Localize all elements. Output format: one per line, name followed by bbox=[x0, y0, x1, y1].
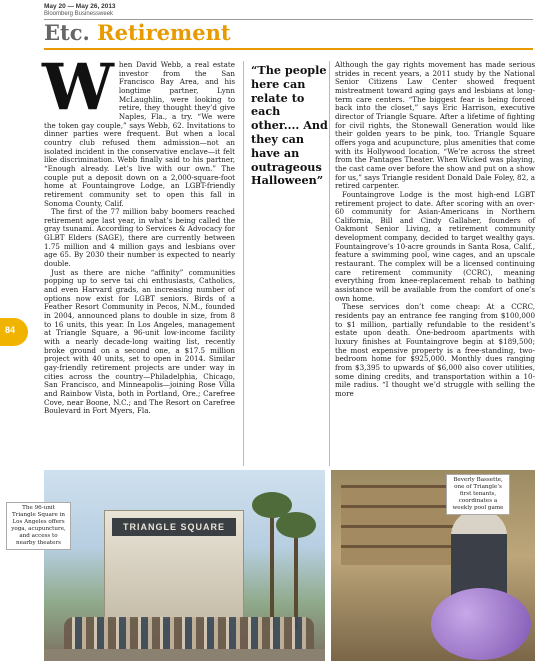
photo-caption: The 96-unit Triangle Square in Los Angeles offers yoga, acupuncture, and access to nearby theaters bbox=[6, 502, 71, 550]
article-column-2 bbox=[335, 61, 535, 399]
article-paragraph: The first of the 77 million baby boomers reached retirement age last year, in what’s being called the gray tsunami. According to Services & Advocacy for GLBT Elders (SAGE), there are currently between 1.75 million and 4 million gays and lesbians over age 65. By 2030 their number is expected to nearly double. bbox=[44, 207, 235, 269]
section-etc: Etc. bbox=[44, 20, 90, 45]
article-paragraph: Fountaingrove Lodge is the most high-end LGBT retirement project to date. After scoring with an over-60 community for Asian-Americans in Northern California, Bill and Cindy Gallaher, founders of Oakmont Senior Living, a retirement community development company, decided to target wealthy gays. Fountaingrove’s 10-acre grounds in Santa Rosa, Calif., feature a swimming pool, wine cages, and an upscale restaurant. The complex will be a licensed continuing care retirement community (CCRC), meaning everything from knee-replacement rehab to bathing assistance will be available from the comfort of one’s own home. bbox=[335, 189, 535, 303]
article-paragraph: Just as there are niche “affinity” communities popping up to serve tai chi enthusiasts, Catholics, and even Harvard grads, an increasing number of options now exist for LGBT seniors. Birds of a Feather Resort Community in Pecos, N.M., founded in 2004, announced plans to double in size, from 8 to 16 units, this year. In Los Angeles, management at Triangle Square, a 96-unit low-income facility with a nearly decade-long waiting list, recently broke ground on a second one, a $17.5 million project with 40 units, set to open in 2014. Similar gay-friendly retirement projects are under way in cities across the country—Philadelphia, Chicago, San Francisco, and Minneapolis—joining Rose Villa and Rainbow Vista, both in Portland, Ore.; Carefree Cove, near Boone, N.C.; and The Resort on Carefree Boulevard in Fort Myers, Fla. bbox=[44, 267, 235, 416]
section-title bbox=[44, 20, 231, 46]
building-sign: TRIANGLE SQUARE bbox=[112, 518, 236, 536]
article-column-1 bbox=[42, 50, 235, 416]
drop-cap: W bbox=[42, 50, 114, 125]
palm-fronds bbox=[276, 512, 316, 538]
pull-quote: “The people here can relate to each other.... And they can have an outrageous Halloween” bbox=[251, 63, 328, 188]
section-rule bbox=[44, 48, 533, 50]
triangle-square-photo bbox=[44, 470, 325, 661]
bookshelf bbox=[341, 485, 461, 565]
section-name: Retirement bbox=[97, 20, 231, 45]
article-paragraph: Although the gay rights movement has made serious strides in recent years, a 2011 study by the National Senior Citizens Law Center showed frequent mistreatment toward aging gays and lesbians at long-term care centers. “The biggest fear is being forced back into the closet,” says Eric Harrison, executive director of Triangle Square. After a lifetime of fighting for civil rights, the Stonewall Generation would like their golden years to be pink, too. Triangle Square offers yoga and acupuncture, plus amenities that come with its Hollywood location. “We’re across the street from the Pantages Theater. When Wicked was playing, the cast came over before the show and put on a show for us,” says Triangle resident Donald Dale Foley, 82, a retired carpenter. bbox=[335, 60, 535, 191]
exercise-ball bbox=[431, 588, 531, 660]
sidewalk bbox=[44, 649, 325, 661]
issue-date: May 20 — May 26, 2013 bbox=[44, 3, 116, 10]
article-paragraph: hen David Webb, a real estate investor from the San Francisco Bay Area, and his longtime partner, Lynn McLaughlin, were looking to retire, they thought they’d give Naples, Fla., a try. “We were the token gay couple,” says Webb, 62. Invitations to dinner parties were frequent. But when a local country club refused them admission—not an isolated incident in the conservative enclave—it felt like discrimination. Webb finally said to his partner, “Enough already. Let’s live with our own.” The couple put a deposit down on a 2,000-square-foot home at Fountaingrove Lodge, an LGBT-friendly retirement community set to open this fall in Sonoma County, Calif. bbox=[44, 60, 235, 208]
page-number: 84 bbox=[5, 325, 16, 335]
group-of-residents bbox=[64, 617, 314, 651]
palm-tree bbox=[270, 500, 274, 630]
article-paragraph: These services don’t come cheap: At a CCRC, residents pay an entrance fee ranging from $100,000 to $1 million, partially refundable to the resident’s estate upon death. One-bedroom apartments with luxury finishes at Fountaingrove begin at $189,500; the most expensive property is a free-standing, two-bedroom home for $925,000. Monthly dues ranging from $3,395 to upwards of $6,000 also cover utilities, some dining credits, and transportation within a 10-mile radius. “I thought we’d struggle with selling the more bbox=[335, 302, 535, 398]
photo-caption: Beverly Bassette, one of Triangle’s first tenants, coordinates a weekly pool game bbox=[446, 474, 510, 515]
magazine-name: Bloomberg Businessweek bbox=[44, 11, 114, 17]
column-divider bbox=[243, 61, 244, 466]
